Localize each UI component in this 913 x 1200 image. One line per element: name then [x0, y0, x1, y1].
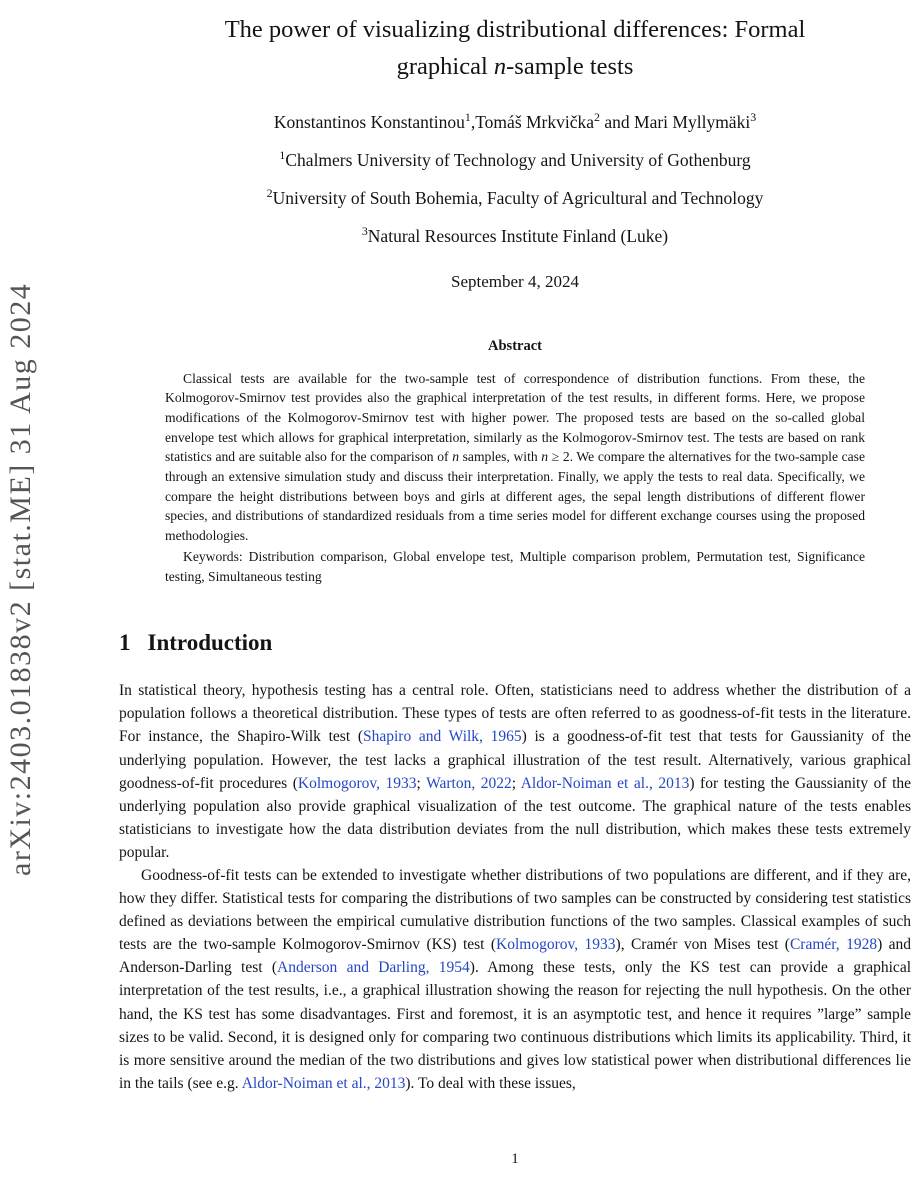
- italic-math-text: n: [541, 449, 549, 465]
- text-run: ), Cramér von Mises test (: [615, 936, 790, 954]
- text-run: University of South Bohemia, Faculty of Agricultural and Technology: [272, 187, 764, 208]
- text-run: and Mari Myllymäki: [600, 111, 751, 132]
- text-run: Konstantinos Konstantinou: [273, 111, 465, 132]
- citation-link[interactable]: Warton, 2022: [426, 774, 512, 792]
- italic-math-text: n: [452, 449, 459, 465]
- superscript-marker: 1: [464, 109, 471, 124]
- title-line-2: [397, 53, 634, 80]
- text-run: samples, with: [459, 449, 542, 465]
- text-run: ) is a goodness-of-fit test that tests for Gaussianity of the underlying population. However, the test lacks a graphical illustration of the test result. Alternatively, various graphical goodness-of-fit procedures (: [119, 728, 911, 792]
- abstract-section: [165, 338, 865, 587]
- citation-link[interactable]: Anderson and Darling, 1954: [277, 959, 470, 977]
- affiliation-3: [119, 223, 911, 247]
- keywords-line: Keywords: Distribution comparison, Global envelope test, Multiple comparison problem, Permutation test, Significance testing, Simultaneous testing: [165, 548, 865, 584]
- text-run: ) and Anderson-Darling test (: [119, 936, 912, 977]
- text-run: In statistical theory, hypothesis testing has a central role. Often, statisticians need to address whether the distribution of a population follows a theoretical distribution. These types of tests are often referred to as goodness-of-fit tests in the literature. For instance, the Shapiro-Wilk test (: [119, 682, 911, 746]
- text-run: ). To deal with these issues,: [405, 1074, 576, 1092]
- abstract-text: [165, 369, 865, 546]
- section-heading-introduction: [119, 630, 911, 656]
- text-run: Natural Resources Institute Finland (Luke): [367, 225, 669, 246]
- italic-math-text: n: [493, 52, 507, 80]
- citation-link[interactable]: Kolmogorov, 1933: [496, 936, 616, 954]
- citation-link[interactable]: Cramér, 1928: [789, 936, 878, 954]
- text-run: -sample tests: [506, 52, 634, 80]
- text-run: ;: [416, 774, 427, 792]
- superscript-marker: 2: [594, 109, 600, 124]
- superscript-marker: 3: [361, 223, 368, 238]
- citation-link[interactable]: Aldor-Noiman et al., 2013: [241, 1074, 406, 1092]
- text-run: ) for testing the Gaussianity of the underlying population also provide graphical visualization of the test outcome. The graphical nature of the tests enables statisticians to investigate how the data distribution deviates from the null distribution, which makes these tests extremely popular.: [119, 774, 912, 861]
- intro-paragraph-2: [119, 864, 911, 1095]
- affiliation-1: [119, 147, 911, 171]
- superscript-marker: 1: [279, 147, 286, 162]
- text-run: Goodness-of-fit tests can be extended to investigate whether distributions of two populations are different, and if they are, how they differ. Statistical tests for comparing the distributions of two samples can be constructed by considering test statistics defined as deviations between the empirical cumulative distribution functions of the two samples. Classical examples of such tests are the two-sample Kolmogorov-Smirnov (KS) test (: [119, 866, 911, 954]
- text-run: graphical: [396, 52, 494, 80]
- text-run: Classical tests are available for the two-sample test of correspondence of distribution functions. From these, the Kolmogorov-Smirnov test provides also the graphical interpretation of the test results, in different forms. Here, we propose modifications of the Kolmogorov-Smirnov test with higher power. The proposed tests are based on the so-called global envelope test which allows for graphical interpretation, similarly as the Kolmogorov-Smirnov test. The tests are based on rank statistics and are suitable also for the comparison of: [165, 370, 865, 465]
- citation-link[interactable]: Shapiro and Wilk, 1965: [363, 728, 522, 746]
- paper-date: September 4, 2024: [451, 271, 579, 291]
- section-number: 1: [119, 630, 131, 656]
- superscript-marker: 2: [266, 185, 273, 200]
- section-title: Introduction: [147, 630, 273, 656]
- authors-line: [119, 109, 911, 133]
- page-number: 1: [511, 1151, 519, 1167]
- text-run: ). Among these tests, only the KS test can provide a graphical interpretation of the test results, i.e., a graphical illustration showing the reason for rejecting the null hypothesis. On the other hand, the KS test has some disadvantages. First and foremost, it is an asymptotic test, and hence it requires ”large” sample sizes to be valid. Second, it is designed only for comparing two continuous distributions which limits its applicability. Third, it is more sensitive around the median of the two distributions and gives low statistical power when distributional differences lie in the tails (see e.g.: [119, 959, 912, 1092]
- text-run: ,Tomáš Mrkvička: [470, 111, 595, 132]
- abstract-heading: Abstract: [488, 337, 542, 354]
- affiliation-2: [119, 185, 911, 209]
- paper-content: [119, 0, 911, 1095]
- superscript-marker: 3: [750, 109, 757, 124]
- text-run: ≥ 2. We compare the alternatives for the two-sample case through an extensive simulation study and discuss their interpretation. Finally, we apply the tests to real data. Specifically, we compare the height distributions between boys and girls at different ages, the sepal length distributions of different flower species, and distributions of standardized residuals from a time series model for different exchange courses using the proposed methodologies.: [165, 449, 866, 544]
- paper-title: [119, 12, 911, 86]
- citation-link[interactable]: Kolmogorov, 1933: [297, 774, 417, 792]
- text-run: Chalmers University of Technology and University of Gothenburg: [285, 149, 751, 170]
- arxiv-watermark: arXiv:2403.01838v2 [stat.ME] 31 Aug 2024: [4, 282, 37, 876]
- text-run: ;: [511, 774, 521, 792]
- title-line-1: The power of visualizing distributional differences: Formal: [224, 16, 806, 43]
- citation-link[interactable]: Aldor-Noiman et al., 2013: [520, 774, 690, 792]
- intro-paragraph-1: [119, 679, 911, 864]
